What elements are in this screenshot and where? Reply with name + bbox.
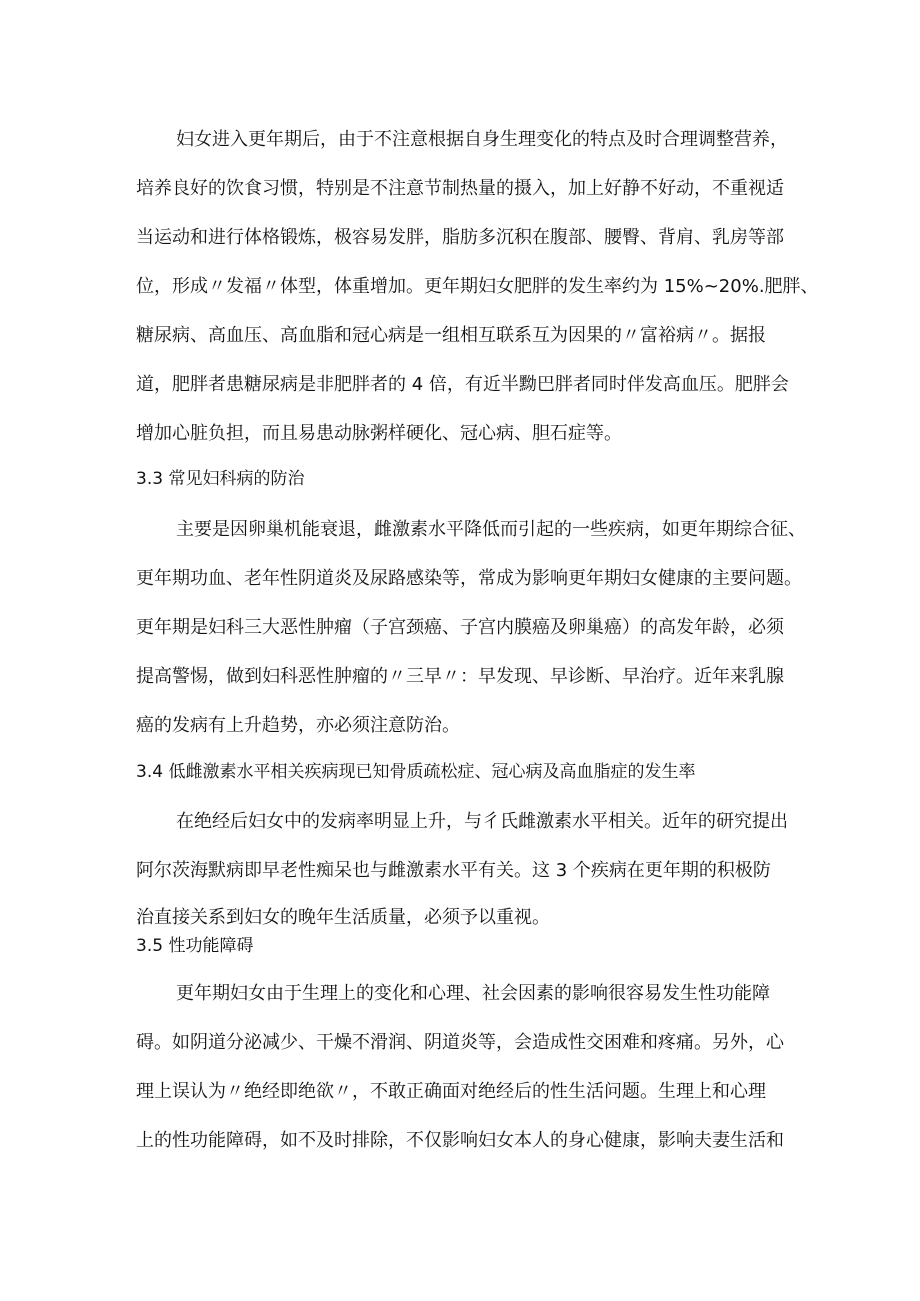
paragraph-1-line: 妇女进入更年期后，由于不注意根据自身生理变化的特点及时合理调整营养， (176, 129, 788, 150)
paragraph-2-line: 癌的发病有上升趋势，亦必须注意防治。 (136, 715, 460, 736)
section-heading-3-4: 3.4 低雌激素水平相关疾病现已知骨质疏松症、冠心病及高血脂症的发生率 (136, 762, 696, 782)
paragraph-4-line: 碍。如阴道分泌减少、干燥不滑润、阴道炎等，会造成性交困难和疼痛。另外，心 (136, 1032, 784, 1053)
paragraph-4-line: 上的性功能障碍，如不及时排除，不仅影响妇女本人的身心健康，影响夫妻生活和 (136, 1130, 784, 1151)
paragraph-2-line: 更年期是妇科三大恶性肿瘤（子宫颈癌、子宫内膜癌及卵巢癌）的高发年龄，必须 (136, 617, 784, 638)
paragraph-1-line: 糖尿病、高血压、高血脂和冠心病是一组相互联系互为因果的〃富裕病〃。据报 (136, 325, 766, 346)
paragraph-1-line: 当运动和进行体格锻炼，极容易发胖，脂肪多沉积在腹部、腰臀、背肩、乳房等部 (136, 227, 784, 248)
section-heading-3-3: 3.3 常见妇科病的防治 (136, 469, 305, 489)
paragraph-2-line: 更年期功血、老年性阴道炎及尿路感染等，常成为影响更年期妇女健康的主要问题。 (136, 568, 802, 589)
section-heading-3-5: 3.5 性功能障碍 (136, 936, 254, 956)
paragraph-3-line: 在绝经后妇女中的发病率明显上升，与彳氏雌激素水平相关。近年的研究提出 (176, 811, 788, 832)
paragraph-1-line: 位，形成〃发福〃体型，体重增加。更年期妇女肥胖的发生率约为 15%~20%.肥胖、 (136, 276, 819, 297)
paragraph-1-line: 增加心脏负担，而且易患动脉粥样硬化、冠心病、胆石症等。 (136, 423, 622, 444)
paragraph-4-line: 理上误认为〃绝经即绝欲〃，不敢正确面对绝经后的性生活问题。生理上和心理 (136, 1081, 766, 1102)
paragraph-2-line: 提高警惕，做到妇科恶性肿瘤的〃三早〃：早发现、早诊断、早治疗。近年来乳腺 (136, 666, 784, 687)
paragraph-3-line: 阿尔茨海默病即早老性痴呆也与雌激素水平有关。这 3 个疾病在更年期的积极防 (136, 860, 771, 881)
paragraph-2-line: 主要是因卵巢机能衰退，雌激素水平降低而引起的一些疾病，如更年期综合征、 (176, 519, 806, 540)
paragraph-4-line: 更年期妇女由于生理上的变化和心理、社会因素的影响很容易发生性功能障 (176, 983, 770, 1004)
paragraph-1-line: 培养良好的饮食习惯，特别是不注意节制热量的摄入，加上好静不好动，不重视适 (136, 178, 784, 199)
paragraph-1-line: 道，肥胖者患糖尿病是非肥胖者的 4 倍，有近半黝巴胖者同时伴发高血压。肥胖会 (136, 374, 789, 395)
paragraph-3-line: 治直接关系到妇女的晚年生活质量，必须予以重视。 (136, 907, 550, 928)
